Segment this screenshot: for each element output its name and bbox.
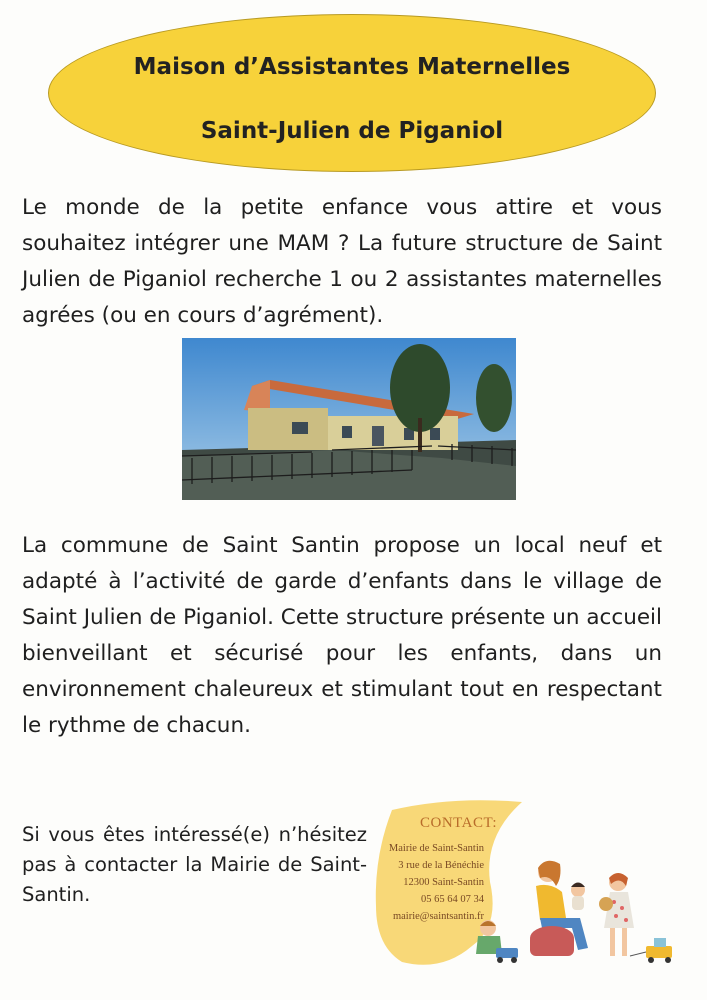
contact-street: 3 rue de la Bénéchie bbox=[398, 860, 484, 871]
family-illustration bbox=[470, 856, 680, 968]
title-line-2: Saint-Julien de Piganiol bbox=[200, 118, 504, 144]
contact-title: CONTACT: bbox=[420, 815, 498, 831]
contact-details bbox=[384, 840, 484, 925]
intro-paragraph: Le monde de la petite enfance vous attire et vous souhaitez intégrer une MAM ? La future structure de Saint Julien de Piganiol recherche 1 ou 2 assistantes maternelles agrées (ou en cours d’agrément). bbox=[22, 195, 662, 328]
building-photo bbox=[182, 338, 516, 500]
contact-email[interactable]: mairie@saintsantin.fr bbox=[392, 911, 484, 922]
title-banner bbox=[48, 14, 656, 172]
contact-city: 12300 Saint-Santin bbox=[403, 877, 484, 888]
contact-invite-text: Si vous êtes intéressé(e) n’hésitez pas à contacter la Mairie de Saint-Santin. bbox=[22, 823, 367, 906]
description-paragraph: La commune de Saint Santin propose un local neuf et adapté à l’activité de garde d’enfants dans le village de Saint Julien de Piganiol. Cette structure présente un accueil bienveillant et sécurisé pour les enfants, dans un environnement chaleureux et stimulant tout en respectant le rythme de chacun. bbox=[22, 533, 662, 738]
contact-name: Mairie de Saint-Santin bbox=[388, 843, 484, 854]
title-line-1: Maison d’Assistantes Maternelles bbox=[133, 54, 571, 80]
contact-phone[interactable]: 05 65 64 07 34 bbox=[421, 894, 484, 905]
